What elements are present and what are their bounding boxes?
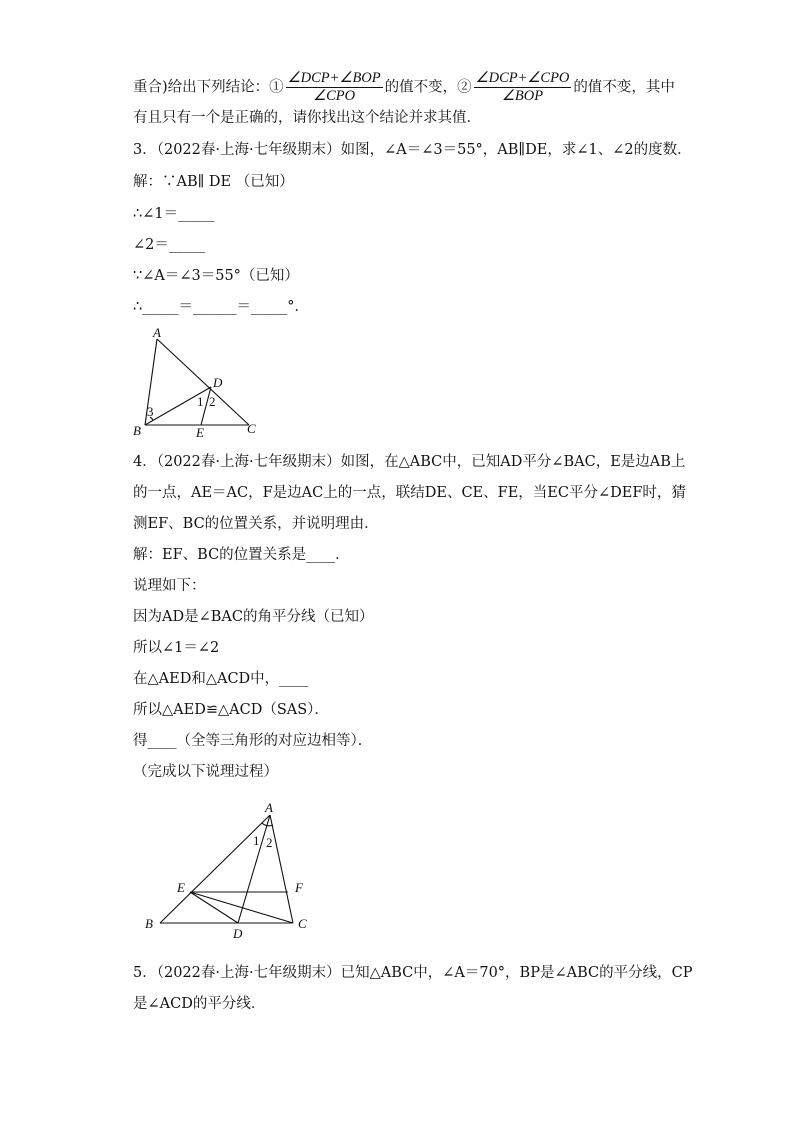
label-b: B	[133, 423, 141, 438]
problem3-step3: ∠2＝_____	[133, 237, 206, 253]
fraction-2-denominator: ∠BOP	[501, 88, 544, 104]
problem3-step2: ∴∠1＝_____	[133, 206, 215, 222]
problem4-step3: 因为AD是∠BAC的角平分线（已知）	[133, 609, 374, 625]
segment-ec	[190, 892, 293, 923]
problem4-step1: 解：EF、BC的位置关系是____．	[133, 547, 350, 563]
label-e: E	[196, 425, 204, 440]
problem4-stem-line3: 测EF、BC的位置关系，并说明理由．	[133, 516, 379, 532]
angle-label-3: 3	[147, 404, 154, 419]
problem4-step2: 说理如下：	[133, 578, 206, 594]
problem3-step5: ∴_____＝______＝_____°．	[133, 299, 309, 315]
label-c: C	[247, 421, 256, 436]
label-d: D	[233, 926, 243, 941]
problem3-step4: ∵∠A＝∠3＝55°（已知）	[133, 268, 299, 284]
problem4-figure	[140, 795, 320, 945]
angle-label-2: 2	[209, 394, 216, 409]
label-a: A	[153, 325, 161, 340]
problem2-line1	[133, 70, 675, 105]
problem4-step6: 所以△AED≌△ACD（SAS）．	[133, 702, 329, 718]
problem4-step7: 得____（全等三角形的对应边相等）．	[133, 733, 373, 749]
problem3-stem: 3．（2022春·上海·七年级期末）如图，∠A＝∠3＝55°，AB∥DE，求∠1、∠2的度数．	[133, 142, 692, 158]
problem3-figure	[125, 325, 275, 440]
angle-label-1: 1	[253, 833, 260, 848]
fraction-1-numerator: ∠DCP+∠BOP	[287, 70, 381, 86]
fraction-1-denominator: ∠CPO	[313, 88, 356, 104]
angle-label-2: 2	[266, 835, 273, 850]
segment-ac	[270, 815, 293, 923]
problem4-stem-line1: 4．（2022春·上海·七年级期末）如图，在△ABC中，已知AD平分∠BAC，E是边AB上	[133, 454, 686, 470]
label-e: E	[177, 880, 185, 895]
problem2-line2: 有且只有一个是正确的，请你找出这个结论并求其值．	[133, 110, 481, 126]
problem2-text-a: 重合)给出下列结论：	[133, 79, 270, 96]
fraction-1	[286, 70, 383, 105]
fraction-2	[474, 70, 572, 105]
problem2-text-end: 的值不变，其中	[573, 79, 675, 96]
label-b: B	[145, 916, 153, 931]
problem5-stem-line1: 5．（2022春·上海·七年级期末）已知△ABC中，∠A＝70°，BP是∠ABC的平分线，CP	[133, 965, 693, 981]
problem4-step8: （完成以下说理过程）	[133, 764, 278, 780]
segment-ac	[157, 339, 249, 425]
problem3-step1: 解：∵AB∥ DE （已知）	[133, 174, 294, 190]
problem4-step5: 在△AED和△ACD中，____	[133, 671, 309, 687]
angle-label-1: 1	[197, 394, 204, 409]
label-f: F	[295, 880, 303, 895]
label-a: A	[265, 800, 273, 815]
circled-two: ②	[457, 79, 472, 96]
problem2-text-mid: 的值不变，	[384, 79, 458, 96]
label-d: D	[213, 375, 223, 390]
segment-ed	[190, 892, 238, 923]
fraction-2-numerator: ∠DCP+∠CPO	[475, 70, 570, 86]
problem4-stem-line2: 的一点，AE＝AC，F是边AC上的一点，联结DE、CE、FE，当EC平分∠DEF时，猜	[133, 485, 686, 501]
problem4-step4: 所以∠1＝∠2	[133, 640, 220, 656]
problem5-stem-line2: 是∠ACD的平分线．	[133, 996, 266, 1012]
label-c: C	[298, 916, 307, 931]
circled-one: ①	[269, 79, 284, 96]
